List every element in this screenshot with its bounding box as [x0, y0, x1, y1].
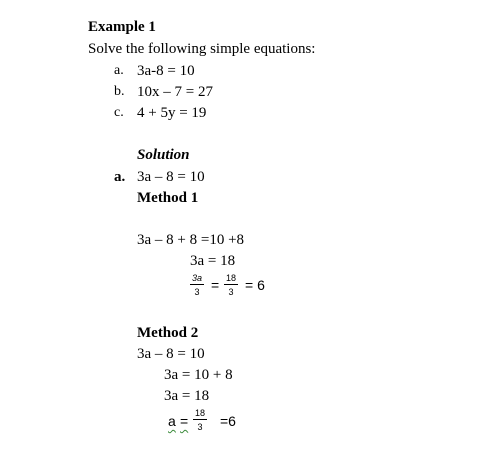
problem-marker: c. — [114, 105, 124, 120]
method-2-fraction — [193, 408, 207, 432]
method-2-heading: Method 2 — [137, 325, 199, 341]
instruction-text: Solve the following simple equations: — [88, 41, 316, 57]
problem-equation: 4 + 5y = 19 — [137, 105, 207, 121]
method-2-step-3: 3a = 18 — [164, 388, 210, 404]
fraction-denominator: 3 — [194, 287, 200, 297]
fraction-denominator: 3 — [228, 287, 234, 297]
fraction-numerator: 3a — [192, 273, 203, 283]
method-1-equals: = — [211, 277, 220, 293]
solution-part-equation: 3a – 8 = 10 — [137, 169, 205, 185]
solution-heading: Solution — [137, 147, 190, 163]
fraction-numerator: 18 — [226, 273, 237, 283]
method-2-step-2: 3a = 10 + 8 — [164, 367, 233, 383]
fraction-numerator: 18 — [195, 408, 206, 418]
fraction-denominator: 3 — [197, 422, 203, 432]
method-1-fraction-left — [190, 273, 204, 297]
problem-equation: 3a-8 = 10 — [137, 63, 195, 79]
problem-marker: b. — [114, 84, 125, 99]
problem-marker: a. — [114, 63, 124, 78]
method-1-fraction-right — [224, 273, 238, 297]
example-title: Example 1 — [88, 19, 156, 35]
problem-equation: 10x – 7 = 27 — [137, 84, 213, 100]
fraction-bar — [193, 419, 207, 420]
method-1-step-2: 3a = 18 — [190, 253, 236, 269]
fraction-bar — [224, 284, 238, 285]
method-1-step-1: 3a – 8 + 8 =10 +8 — [137, 232, 245, 248]
method-2-result: =6 — [220, 413, 236, 429]
method-1-result: = 6 — [245, 277, 265, 293]
method-1-heading: Method 1 — [137, 190, 199, 206]
method-2-equals: = — [180, 413, 189, 429]
method-2-step-1: 3a – 8 = 10 — [137, 346, 205, 362]
fraction-bar — [190, 284, 204, 285]
method-2-lhs: a — [168, 413, 176, 429]
solution-part-marker: a. — [114, 169, 126, 185]
